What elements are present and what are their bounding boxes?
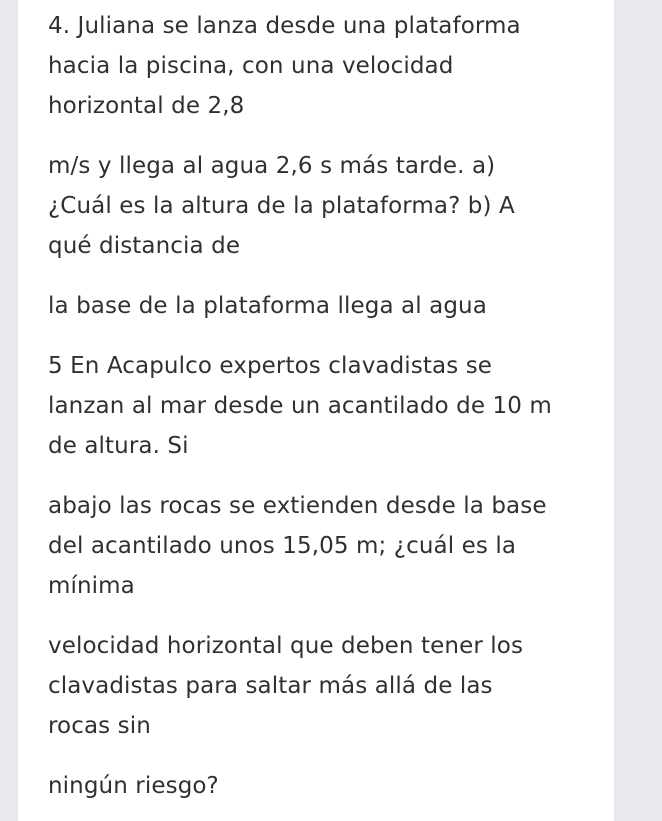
paragraph-2 <box>48 146 598 266</box>
text-line: clavadistas para saltar más allá de las <box>48 673 493 699</box>
question-text <box>48 6 598 821</box>
text-line: del acantilado unos 15,05 m; ¿cuál es la <box>48 533 517 559</box>
text-line: ningún riesgo? <box>48 773 219 799</box>
text-line: horizontal de 2,8 <box>48 93 245 119</box>
paragraph-5 <box>48 486 598 606</box>
text-line: rocas sin <box>48 713 151 739</box>
paragraph-3 <box>48 286 598 326</box>
paragraph-4 <box>48 346 598 466</box>
text-line: lanzan al mar desde un acantilado de 10 m <box>48 393 552 419</box>
text-line: ¿Cuál es la altura de la plataforma? b) A <box>48 193 515 219</box>
text-line: m/s y llega al agua 2,6 s más tarde. a) <box>48 153 496 179</box>
text-line: hacia la piscina, con una velocidad <box>48 53 454 79</box>
text-line: la base de la plataforma llega al agua <box>48 293 487 319</box>
question-card <box>18 0 614 821</box>
text-line: 4. Juliana se lanza desde una plataforma <box>48 13 521 39</box>
paragraph-6 <box>48 626 598 746</box>
text-line: abajo las rocas se extienden desde la base <box>48 493 547 519</box>
text-line: velocidad horizontal que deben tener los <box>48 633 524 659</box>
text-line: 5 En Acapulco expertos clavadistas se <box>48 353 493 379</box>
text-line: mínima <box>48 573 135 599</box>
paragraph-7 <box>48 766 598 806</box>
text-line: qué distancia de <box>48 233 241 259</box>
text-line: de altura. Si <box>48 433 189 459</box>
paragraph-1 <box>48 6 598 126</box>
